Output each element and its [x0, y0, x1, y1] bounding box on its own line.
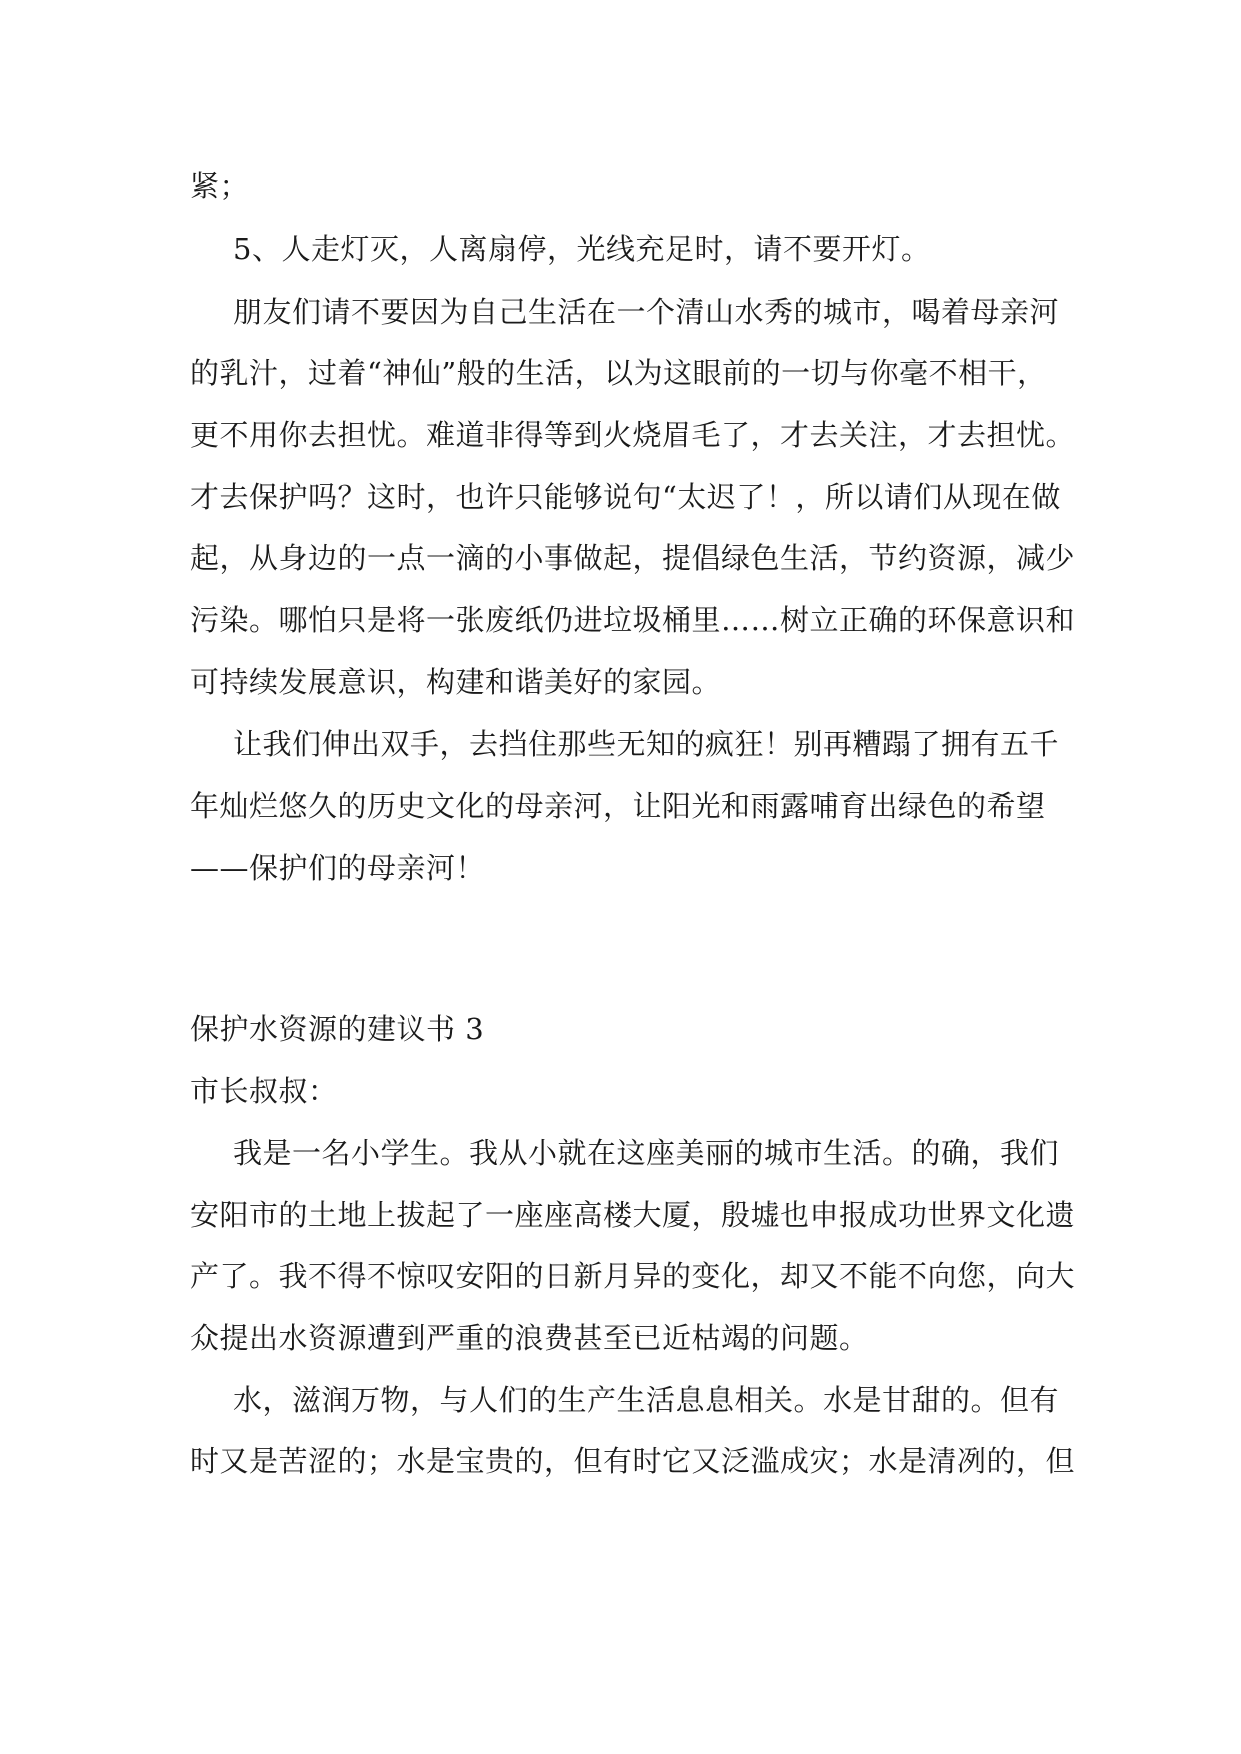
- paragraph-line: 朋友们请不要因为自己生活在一个清山水秀的城市，喝着母亲河: [233, 295, 1060, 329]
- paragraph-line: 水，滋润万物，与人们的生产生活息息相关。水是甘甜的。但有: [233, 1383, 1060, 1417]
- paragraph-line: ——保护们的母亲河！: [190, 851, 486, 885]
- paragraph-line: 让我们伸出双手，去挡住那些无知的疯狂！别再糟蹋了拥有五千: [233, 727, 1060, 761]
- section-title: 保护水资源的建议书 3: [190, 1012, 485, 1046]
- paragraph-line: 年灿烂悠久的历史文化的母亲河，让阳光和雨露哺育出绿色的希望: [190, 789, 1046, 823]
- paragraph-line: 起，从身边的一点一滴的小事做起，提倡绿色生活，节约资源，减少: [190, 541, 1076, 575]
- paragraph-line: 时又是苦涩的；水是宝贵的，但有时它又泛滥成灾；水是清冽的，但: [190, 1444, 1076, 1478]
- paragraph-line: 才去保护吗？这时，也许只能够说句“太迟了！，所以请们从现在做: [190, 480, 1061, 514]
- text-line: 紧；: [190, 169, 250, 203]
- salutation: 市长叔叔：: [190, 1074, 338, 1108]
- paragraph-line: 的乳汁，过着“神仙”般的生活，以为这眼前的一切与你毫不相干，: [190, 356, 1047, 390]
- paragraph-line: 众提出水资源遭到严重的浪费甚至已近枯竭的问题。: [190, 1321, 869, 1355]
- paragraph-line: 安阳市的土地上拔起了一座座高楼大厦，殷墟也申报成功世界文化遗: [190, 1198, 1076, 1232]
- paragraph-line: 产了。我不得不惊叹安阳的日新月异的变化，却又不能不向您，向大: [190, 1259, 1076, 1293]
- paragraph-line: 可持续发展意识，构建和谐美好的家园。: [190, 665, 722, 699]
- list-item-5: 5、人走灯灭，人离扇停，光线充足时，请不要开灯。: [233, 232, 931, 266]
- paragraph-line: 更不用你去担忧。难道非得等到火烧眉毛了，才去关注，才去担忧。: [190, 418, 1076, 452]
- paragraph-line: 污染。哪怕只是将一张废纸仍进垃圾桶里……树立正确的环保意识和: [190, 603, 1076, 637]
- paragraph-line: 我是一名小学生。我从小就在这座美丽的城市生活。的确，我们: [233, 1136, 1060, 1170]
